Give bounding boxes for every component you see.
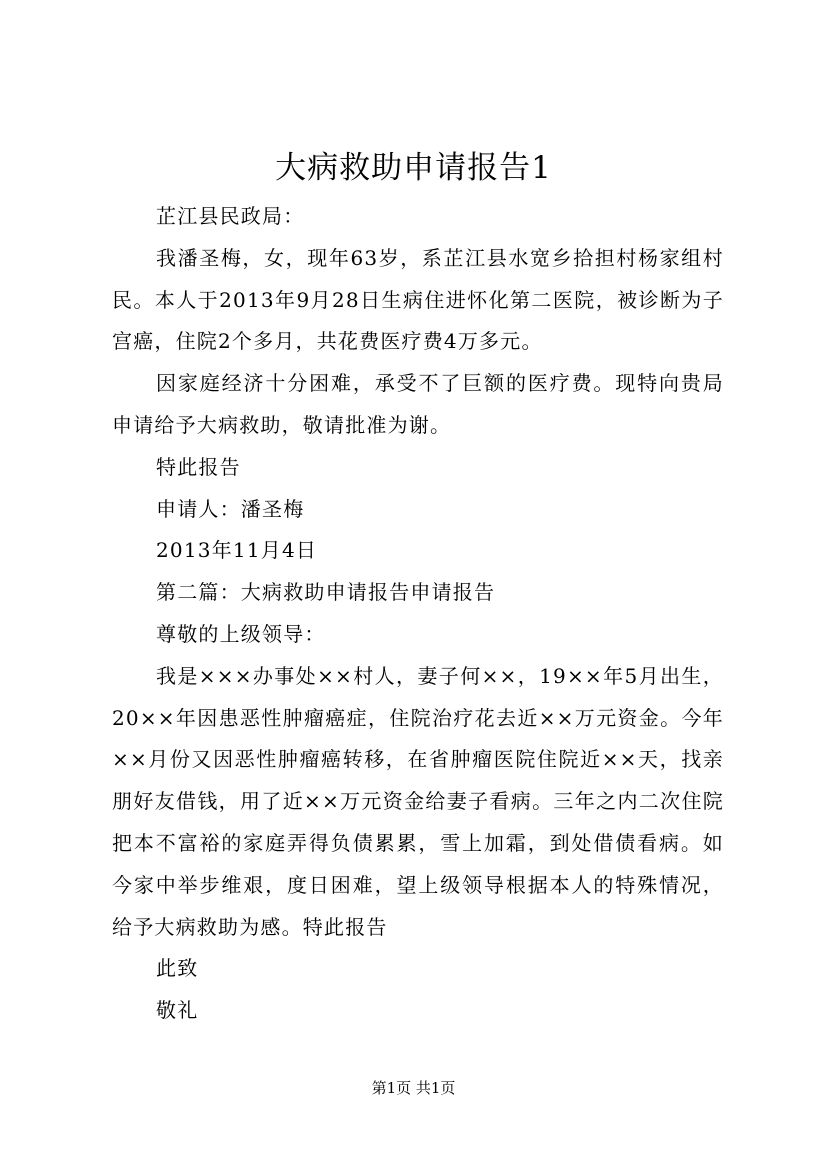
paragraph-addressee: 芷江县民政局： xyxy=(156,204,305,228)
paragraph-regards: 此致 xyxy=(156,956,199,981)
paragraph-request: 因家庭经济十分困难，承受不了巨额的医疗费。现特向贵局申请给予大病救助，敬请批准为谢。 xyxy=(112,371,724,437)
page-footer: 第1页 共1页 xyxy=(371,1079,456,1097)
paragraph-salute: 敬礼 xyxy=(156,998,199,1023)
paragraph-second-addressee: 尊敬的上级领导： xyxy=(156,621,326,646)
document-title: 大病救助申请报告1 xyxy=(275,150,552,186)
paragraph-applicant-signature: 申请人：潘圣梅 xyxy=(156,496,305,521)
document-body xyxy=(112,196,724,1032)
paragraph-second-heading: 第二篇：大病救助申请报告申请报告 xyxy=(156,580,496,605)
paragraph-date: 2013年11月4日 xyxy=(156,538,318,563)
paragraph-second-body: 我是×××办事处××村人，妻子何××，19××年5月出生，20××年因患恶性肿瘤癌症，住院治疗花去近××万元资金。今年××月份又因恶性肿瘤癌转移，在省肿瘤医院住院近××天，找亲朋好友借钱，用了近××万元资金给妻子看病。三年之内二次住院把本不富裕的家庭弄得负债累累，雪上加霜，到处借债看病。如今家中举步维艰，度日困难，望上级领导根据本人的特殊情况，给予大病救助为感。特此报告 xyxy=(112,663,724,939)
paragraph-applicant-info: 我潘圣梅，女，现年63岁，系芷江县水宽乡拾担村杨家组村民。本人于2013年9月28日生病住进怀化第二医院，被诊断为子宫癌，住院2个多月，共花费医疗费4万多元。 xyxy=(112,245,724,354)
paragraph-closing: 特此报告 xyxy=(156,454,241,479)
